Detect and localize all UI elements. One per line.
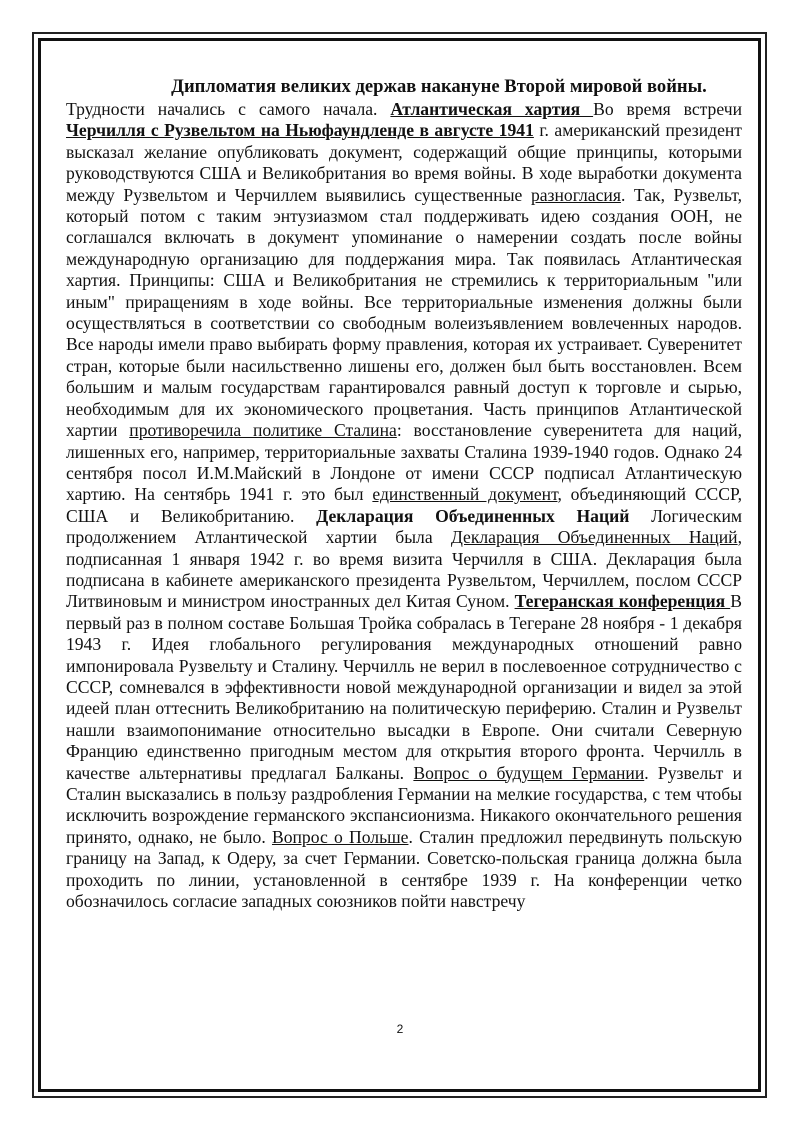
text-segment: Трудности начались с самого начала. [66,99,391,119]
document-page [66,76,742,912]
heading-atlantic-charter: Атлантическая хартия [390,99,594,119]
page-number: 2 [396,1022,404,1036]
text-segment: В первый раз в полном составе Большая Тройка собралась в Тегеране 28 ноября - 1 декабря 1943 г. Идея глобального регулирования международных отношений равно импонировала Рузвельту и Сталину. Черчилль не верил в послевоенное сотрудничество с СССР, сомневался в эффективности новой международной организации и видел за этой идеей план оттеснить Великобританию на политическую периферию. Сталин и Рузвельт нашли взаимопонимание относительно высадки в Европе. Они считали Северную Францию единственно пригодным местом для открытия второго фронта. Черчилль в качестве альтернативы предлагал Балканы. [66,591,742,783]
underlined-contradicted-stalin: противоречила политике Сталина [129,420,397,441]
document-title: Дипломатия великих держав накануне Второй мировой войны. [171,76,707,97]
text-segment: Во время встречи [593,99,742,119]
text-segment: . Так, Рузвельт, который потом с таким энтузиазмом стал поддерживать идею создания ООН, не соглашался включать в документ упоминание о намерении создать после войны международную организацию для поддержания мира. Так появилась Атлантическая хартия. Принципы: США и Великобритания не стремились к территориальным "или иным" приращениям в ходе войны. Все территориальные изменения должны были осуществляться в соответствии со свободным волеизъявлением вовлеченных народов. Все народы имели право выбирать форму правления, которая их устраивает. Суверенитет стран, которые были насильственно лишены его, должен был быть восстановлен. Всем большим и малым государствам гарантировался равный доступ к торговле и сырью, необходимым для их экономического процветания. Часть принципов Атлантической хартии [66,184,742,441]
text-segment: . Сталин предложил передвинуть польскую границу на Запад, к Одеру, за счет Германии. Советско-польская граница должна была проходить по линии, установленной в сентябре 1939 г. На конференции четко обозначилось согласие западных союзников пойти навстречу [66,826,742,912]
text-segment: , объединяющий СССР, США и Великобританию. [66,484,743,526]
heading-un-declaration: Декларация Объединенных Наций [316,505,630,526]
text-segment: : восстановление суверенитета для наций, лишенных его, например, территориальные захваты Сталина 1939-1940 годов. Однако 24 сентября посол И.М.Майский в Лондоне от имени СССР подписал Атлантическую хартию. На сентябрь 1941 г. это был [66,420,743,505]
underlined-un-declaration: Декларация Объединенных Наций [450,527,738,548]
underlined-germany-question: Вопрос о будущем Германии [413,762,645,783]
underlined-poland-question: Вопрос о Польше [271,826,409,847]
text-segment: , подписанная 1 января 1942 г. во время визита Черчилля в США. Декларация была подписана в кабинете американского президента Рузвельтом, Черчиллем, послом СССР Литвиновым и министром иностранных дел Китая Суном. [66,527,742,612]
underlined-only-document: единственный документ [372,484,558,505]
text-segment: . Рузвельт и Сталин высказались в пользу раздробления Германии на мелкие государства, с тем чтобы исключить возрождение германского экспансионизма. Никакого окончательного решения принято, однако, не было. [66,762,742,847]
body-paragraph [66,99,742,912]
text-segment: Логическим продолжением Атлантической хартии была [66,505,742,548]
heading-churchill-roosevelt-meeting: Черчилля с Рузвельтом на Ньюфаундленде в августе 1941 [66,120,534,141]
text-segment: г. американский президент высказал желание опубликовать документ, содержащий общие принципы, которыми руководствуются США и Великобритания во время войны. В ходе выработки документа между Рузвельтом и Черчиллем выявились существенные [66,120,742,205]
underlined-disagreements: разногласия [530,184,621,205]
heading-tehran-conference: Тегеранская конференция [514,591,731,612]
